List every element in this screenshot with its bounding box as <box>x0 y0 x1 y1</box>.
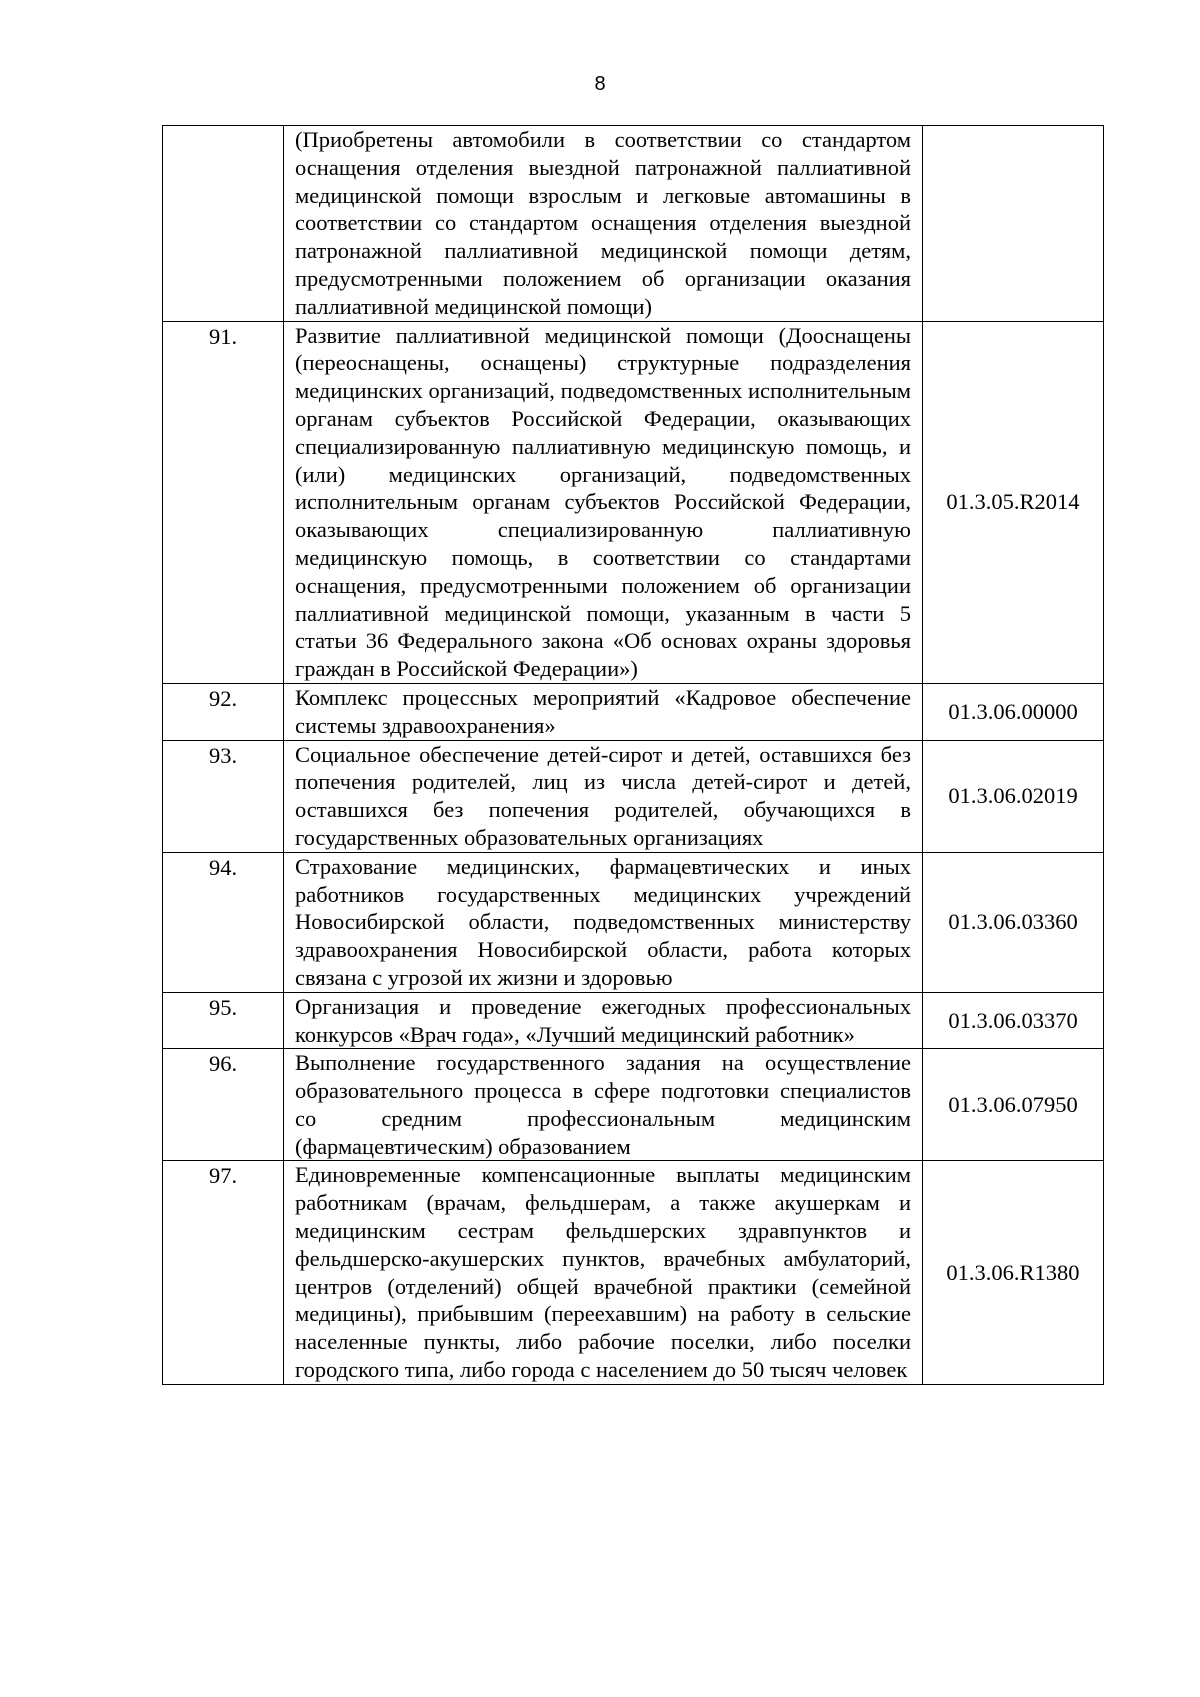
row-number <box>163 126 284 322</box>
table-row <box>163 992 1104 1049</box>
row-description: Выполнение государственного задания на осуществление образовательного процесса в сфере подготовки специалистов со средним профессиональным медицинским (фармацевтическим) образованием <box>284 1049 923 1161</box>
row-number: 97. <box>163 1161 284 1384</box>
table-row <box>163 321 1104 683</box>
row-description: (Приобретены автомобили в соответствии со стандартом оснащения отделения выездной патронажной паллиативной медицинской помощи взрослым и легковые автомашины в соответствии со стандартом оснащения отделения выездной патронажной паллиативной медицинской помощи детям, предусмотренными положением об организации оказания паллиативной медицинской помощи) <box>284 126 923 322</box>
row-number: 96. <box>163 1049 284 1161</box>
row-code: 01.3.06.02019 <box>923 740 1104 852</box>
row-description: Социальное обеспечение детей-сирот и детей, оставшихся без попечения родителей, лиц из числа детей-сирот и детей, оставшихся без попечения родителей, обучающихся в государственных образовательных организациях <box>284 740 923 852</box>
row-number: 95. <box>163 992 284 1049</box>
table-row <box>163 740 1104 852</box>
row-number: 91. <box>163 321 284 683</box>
row-description: Страхование медицинских, фармацевтических и иных работников государственных медицинских учреждений Новосибирской области, подведомственных министерству здравоохранения Новосибирской области, работа которых связана с угрозой их жизни и здоровью <box>284 852 923 992</box>
row-code <box>923 126 1104 322</box>
row-description: Единовременные компенсационные выплаты медицинским работникам (врачам, фельдшерам, а также акушеркам и медицинским сестрам фельдшерских здравпунктов и фельдшерско-акушерских пунктов, врачебных амбулаторий, центров (отделений) общей врачебной практики (семейной медицины), прибывшим (переехавшим) на работу в сельские населенные пункты, либо рабочие поселки, либо поселки городского типа, либо города с населением до 50 тысяч человек <box>284 1161 923 1384</box>
row-code: 01.3.06.07950 <box>923 1049 1104 1161</box>
row-code: 01.3.06.00000 <box>923 683 1104 740</box>
row-code: 01.3.06.03360 <box>923 852 1104 992</box>
table-row <box>163 852 1104 992</box>
table-row <box>163 1161 1104 1384</box>
row-code: 01.3.06.03370 <box>923 992 1104 1049</box>
row-description: Развитие паллиативной медицинской помощи (Дооснащены (переоснащены, оснащены) структурные подразделения медицинских организаций, подведомственных исполнительным органам субъектов Российской Федерации, оказывающих специализированную паллиативную медицинскую помощь, и (или) медицинских организаций, подведомственных исполнительным органам субъектов Российской Федерации, оказывающих специализированную паллиативную медицинскую помощь, в соответствии со стандартами оснащения, предусмотренными положением об организации паллиативной медицинской помощи, указанным в части 5 статьи 36 Федерального закона «Об основах охраны здоровья граждан в Российской Федерации») <box>284 321 923 683</box>
table-row <box>163 683 1104 740</box>
row-code: 01.3.06.R1380 <box>923 1161 1104 1384</box>
page-number: 8 <box>594 73 606 95</box>
row-number: 94. <box>163 852 284 992</box>
table-row <box>163 126 1104 322</box>
row-code: 01.3.05.R2014 <box>923 321 1104 683</box>
row-description: Организация и проведение ежегодных профессиональных конкурсов «Врач года», «Лучший медицинский работник» <box>284 992 923 1049</box>
row-description: Комплекс процессных мероприятий «Кадровое обеспечение системы здравоохранения» <box>284 683 923 740</box>
row-number: 92. <box>163 683 284 740</box>
row-number: 93. <box>163 740 284 852</box>
table-row <box>163 1049 1104 1161</box>
program-table <box>162 125 1104 1385</box>
